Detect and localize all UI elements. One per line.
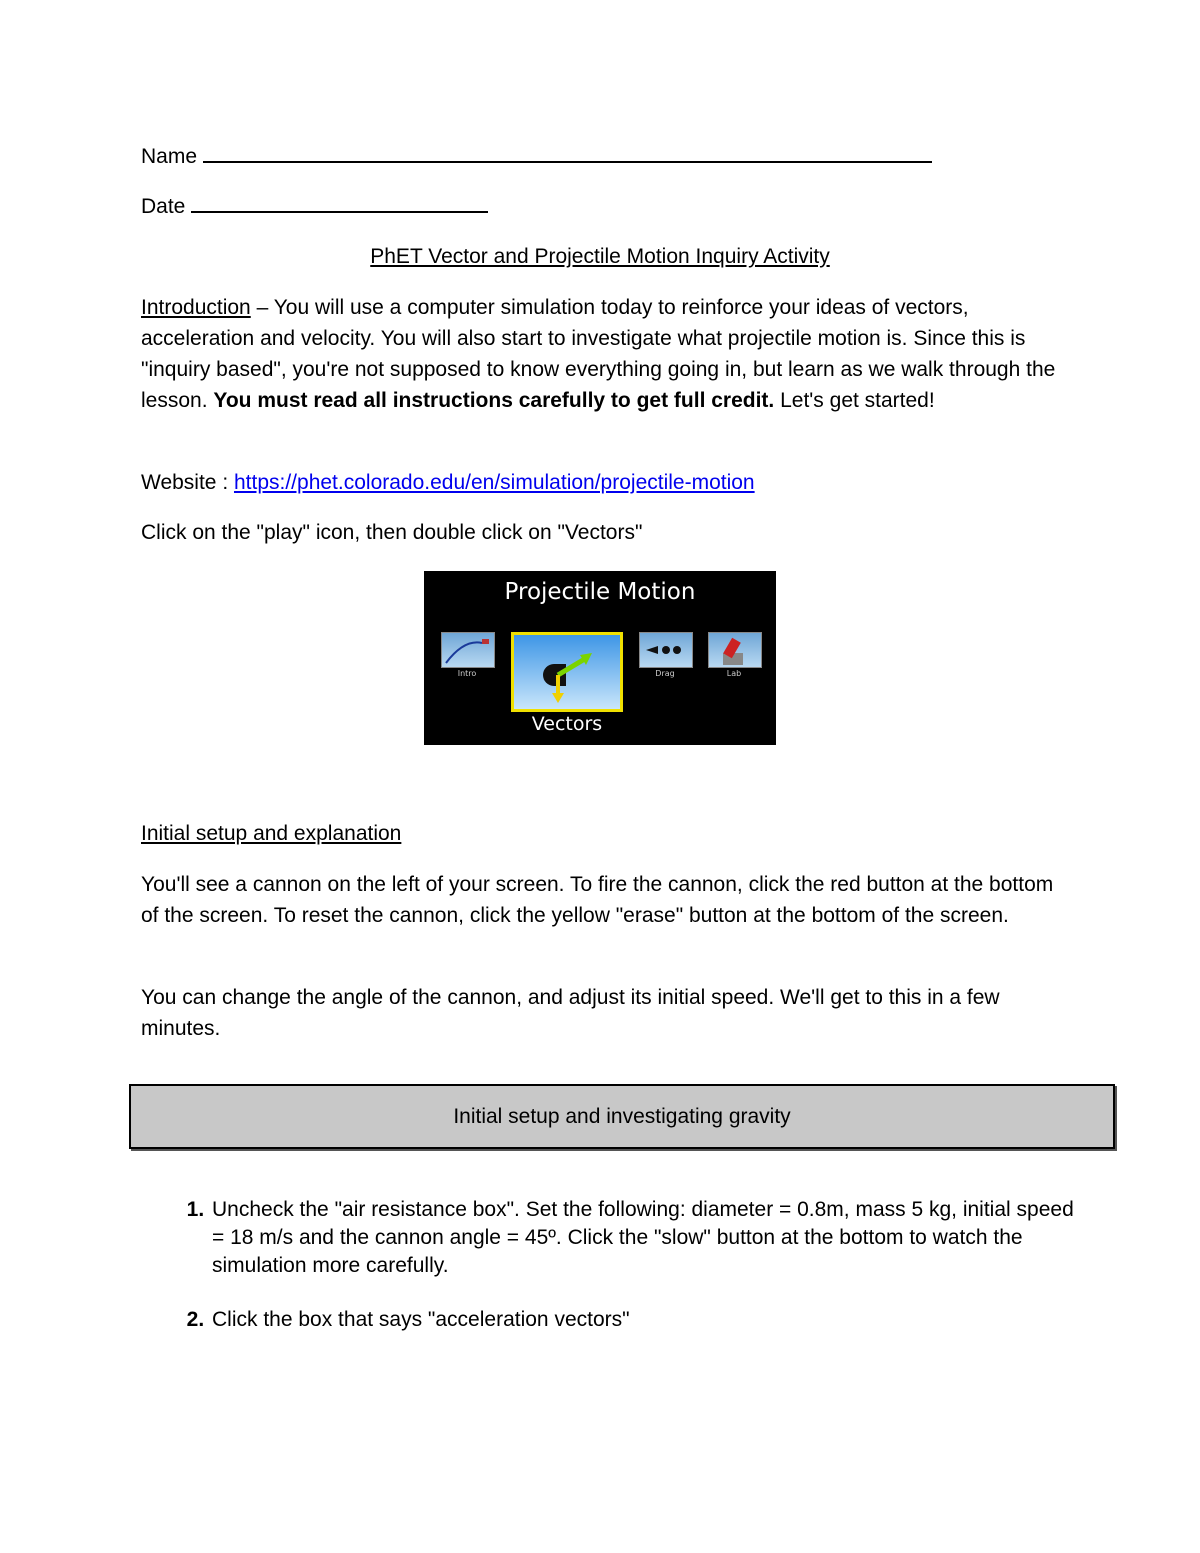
intro-dash: – — [250, 296, 274, 319]
website-label: Website : — [141, 471, 234, 494]
vectors-label: Vectors — [531, 713, 603, 735]
thumb-label-intro: Intro — [457, 669, 477, 678]
website-row — [141, 471, 755, 495]
drag-balls-icon — [640, 633, 692, 667]
date-label: Date — [141, 195, 186, 218]
website-link[interactable]: https://phet.colorado.edu/en/simulation/projectile-motion — [233, 471, 755, 494]
thumb-label-drag: Drag — [655, 669, 675, 678]
step-item: 1. Uncheck the "air resistance box". Set the following: diameter = 0.8m, mass 5 kg, initial speed = 18 m/s and the cannon angle = 45º. Click the "slow" button at the bottom to watch the simulation more carefully. — [210, 1196, 1090, 1280]
intro-closing: Let's get started! — [774, 389, 935, 412]
setup-paragraph-2: You can change the angle of the cannon, and adjust its initial speed. We'll get to this in a few minutes. — [141, 986, 1000, 1040]
intro-heading: Introduction — [141, 296, 251, 319]
step-item: 2. Click the box that says "acceleration vectors" — [210, 1306, 1090, 1334]
date-row — [141, 193, 488, 219]
name-field[interactable] — [203, 143, 932, 163]
lab-thumbnail — [708, 632, 762, 668]
steps-list — [170, 1196, 1090, 1334]
sim-title: Projectile Motion — [504, 579, 696, 605]
simulation-menu-image — [424, 571, 776, 745]
intro-paragraph — [141, 292, 1071, 416]
intro-bold-text: You must read all instructions carefully to get full credit. — [213, 389, 775, 412]
section-banner: Initial setup and investigating gravity — [129, 1084, 1115, 1149]
setup-paragraph-1: You'll see a cannon on the left of your screen. To fire the cannon, click the red button at the bottom of the screen. To reset the cannon, click the yellow "erase" button at the bottom of the screen. — [141, 873, 1054, 927]
trajectory-icon — [442, 633, 494, 667]
vector-arrows-icon — [514, 635, 620, 709]
date-field[interactable] — [191, 193, 488, 213]
page-title: PhET Vector and Projectile Motion Inquiry Activity — [370, 245, 830, 268]
intro-text: You will use a computer simulation today to reinforce your ideas of vectors, acceleration and velocity. You will also start to investigate what projectile motion is. Since this is "inquiry based", you're not supposed to know everything going in, but learn as we walk through the lesson. — [141, 296, 1056, 412]
cannon-icon — [709, 633, 761, 667]
name-row — [141, 143, 932, 169]
setup-heading: Initial setup and explanation — [141, 822, 402, 845]
thumb-label-lab: Lab — [726, 669, 742, 678]
click-instruction: Click on the "play" icon, then double click on "Vectors" — [141, 521, 643, 544]
vectors-thumbnail[interactable] — [511, 632, 623, 712]
intro-thumbnail — [441, 632, 495, 668]
drag-thumbnail — [639, 632, 693, 668]
name-label: Name — [141, 145, 198, 168]
